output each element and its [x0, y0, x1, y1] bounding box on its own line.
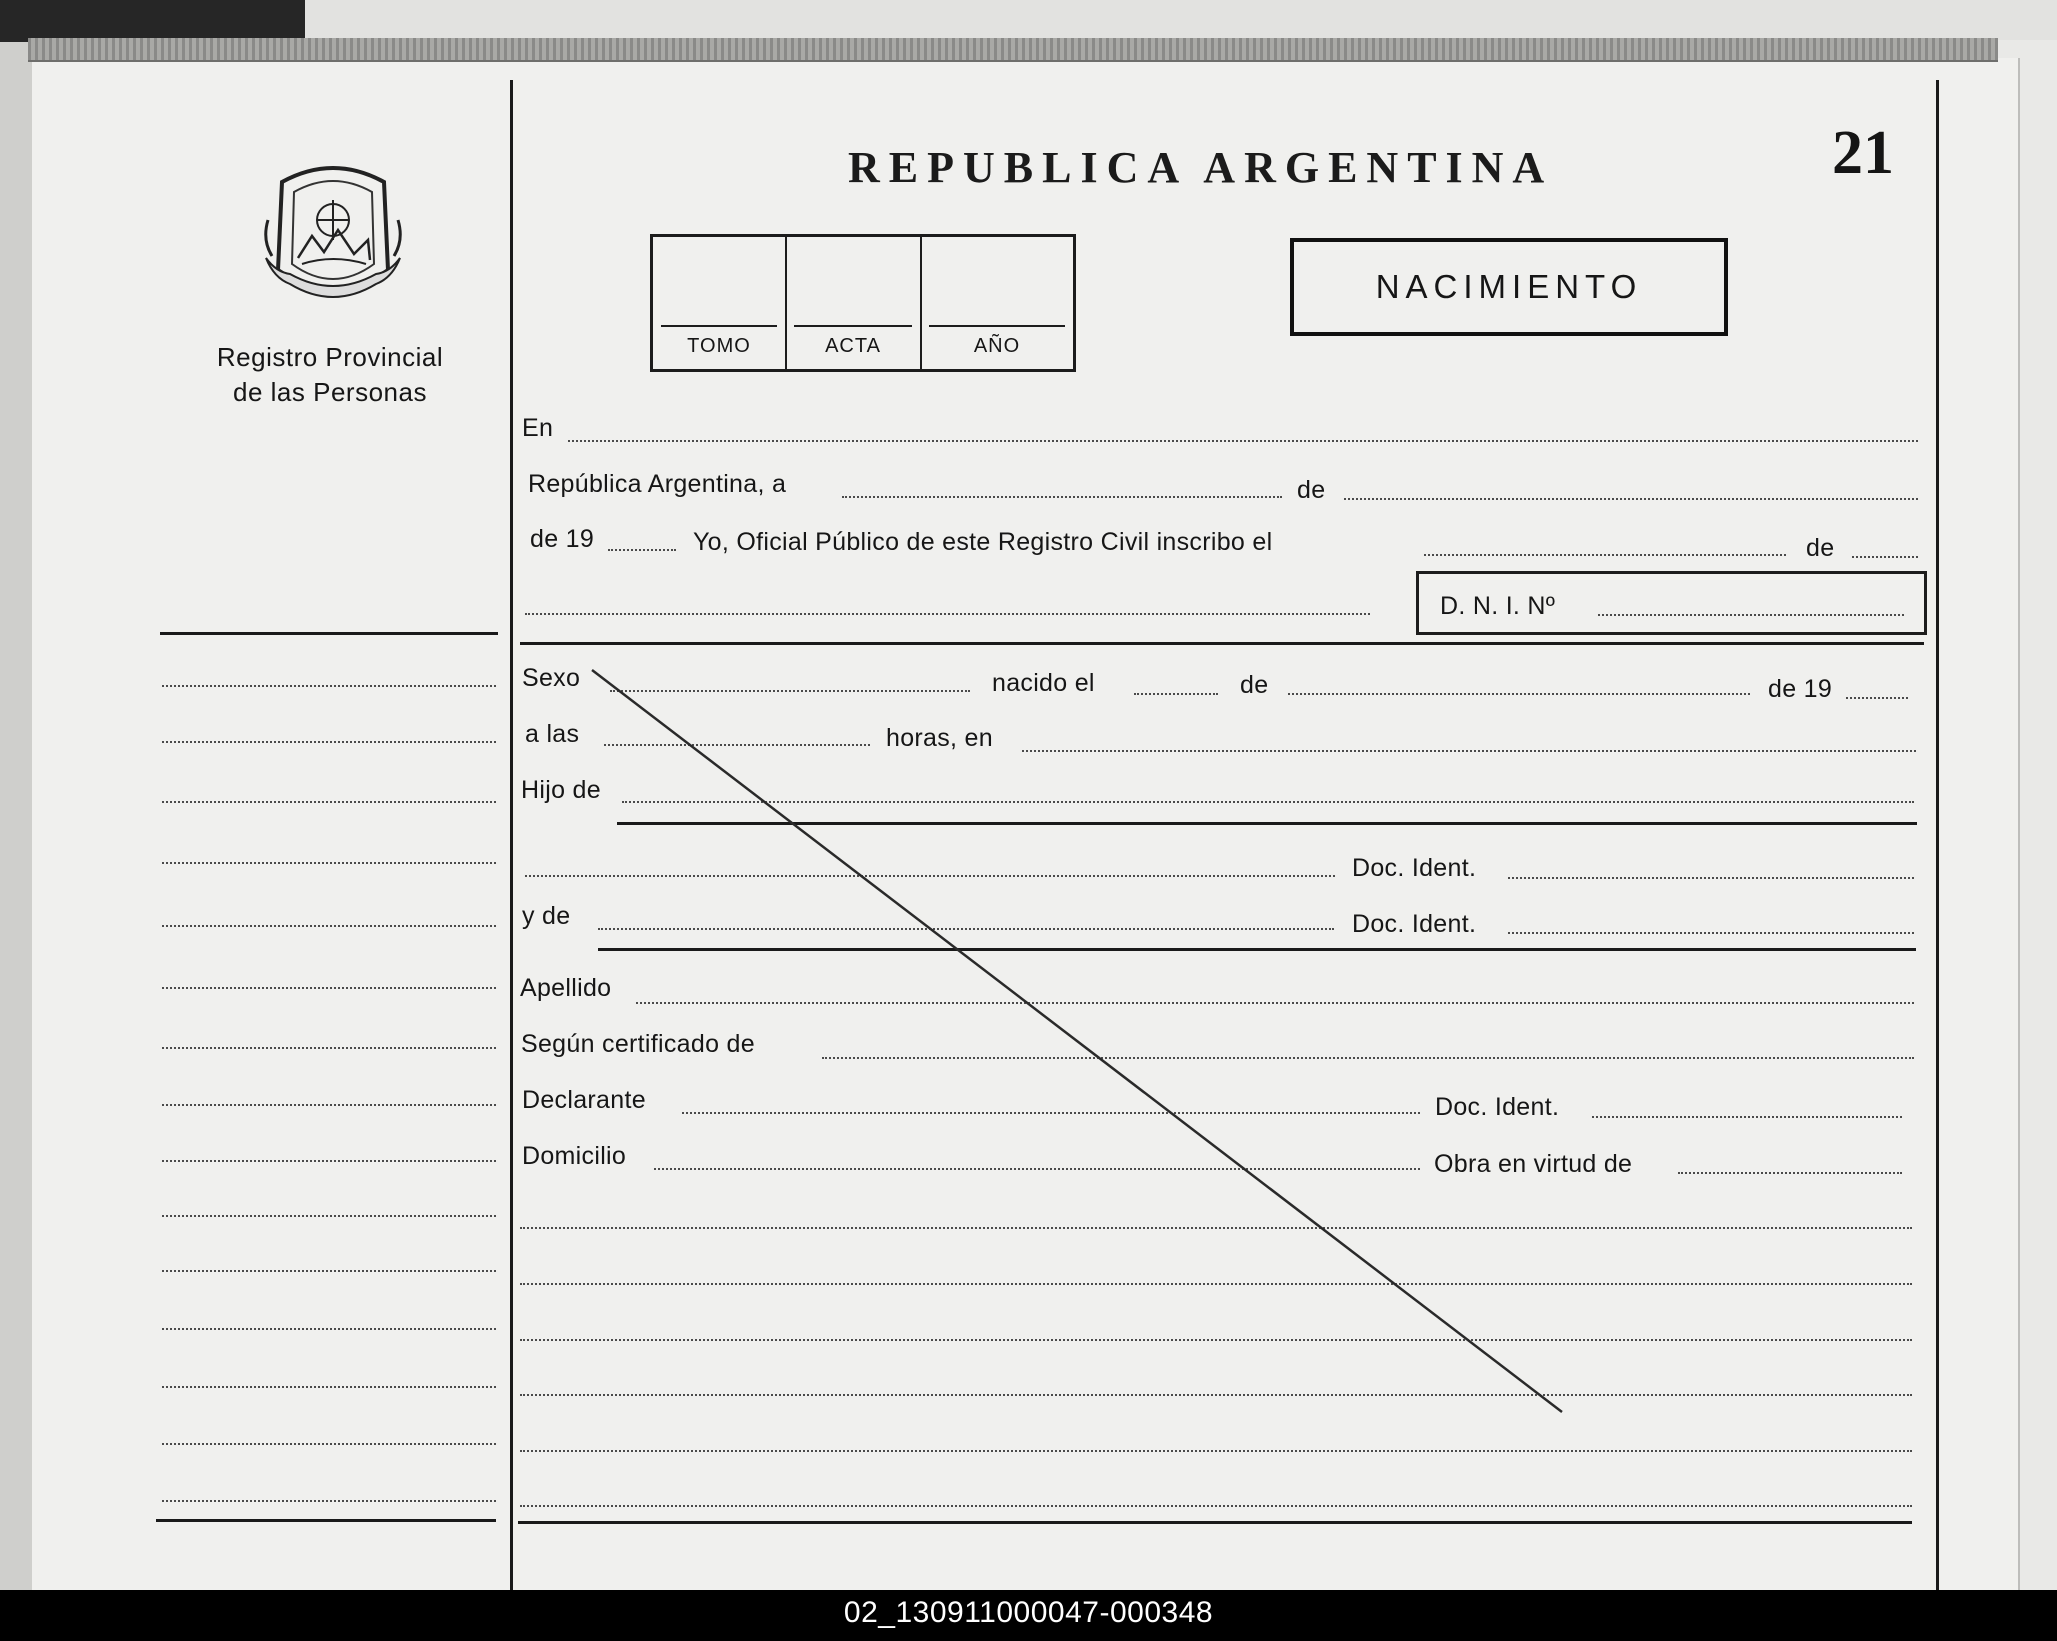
tomo-label: TOMO — [687, 335, 751, 357]
label-apellido: Apellido — [520, 974, 612, 1002]
label-hijo-de: Hijo de — [521, 776, 601, 804]
record-type: NACIMIENTO — [1375, 268, 1643, 305]
label-doc-ident-declarante: Doc. Ident. — [1435, 1093, 1560, 1121]
acta-label: ACTA — [825, 335, 881, 357]
label-doc-ident-mother: Doc. Ident. — [1352, 910, 1477, 938]
office-line-2: de las Personas — [233, 377, 427, 407]
label-segun-certificado: Según certificado de — [521, 1030, 755, 1058]
office-line-1: Registro Provincial — [216, 342, 444, 372]
page-number: 21 — [1832, 119, 1894, 187]
label-republica: República Argentina, a — [528, 470, 787, 498]
image-id-label: 02_130911000047-000348 — [843, 1596, 1214, 1629]
label-obra-en-virtud: Obra en virtud de — [1434, 1150, 1633, 1178]
label-de-2: de — [1806, 534, 1835, 562]
label-de-19-b: de 19 — [1768, 675, 1833, 703]
label-dni: D. N. I. Nº — [1440, 592, 1556, 620]
label-domicilio: Domicilio — [522, 1142, 627, 1170]
label-a-las: a las — [525, 720, 580, 748]
label-sexo: Sexo — [522, 664, 581, 692]
label-horas-en: horas, en — [886, 724, 993, 752]
label-yo-oficial: Yo, Oficial Público de este Registro Civil inscribo el — [693, 528, 1273, 556]
label-en: En — [522, 414, 554, 442]
country-title: REPUBLICA ARGENTINA — [848, 143, 1554, 192]
label-de-19: de 19 — [530, 525, 595, 553]
ano-label: AÑO — [973, 335, 1021, 357]
label-doc-ident-father: Doc. Ident. — [1352, 854, 1477, 882]
label-declarante: Declarante — [522, 1086, 646, 1114]
label-de-3: de — [1240, 671, 1269, 699]
label-nacido: nacido el — [992, 669, 1095, 697]
label-y-de: y de — [522, 902, 571, 930]
label-de-month: de — [1297, 476, 1326, 504]
